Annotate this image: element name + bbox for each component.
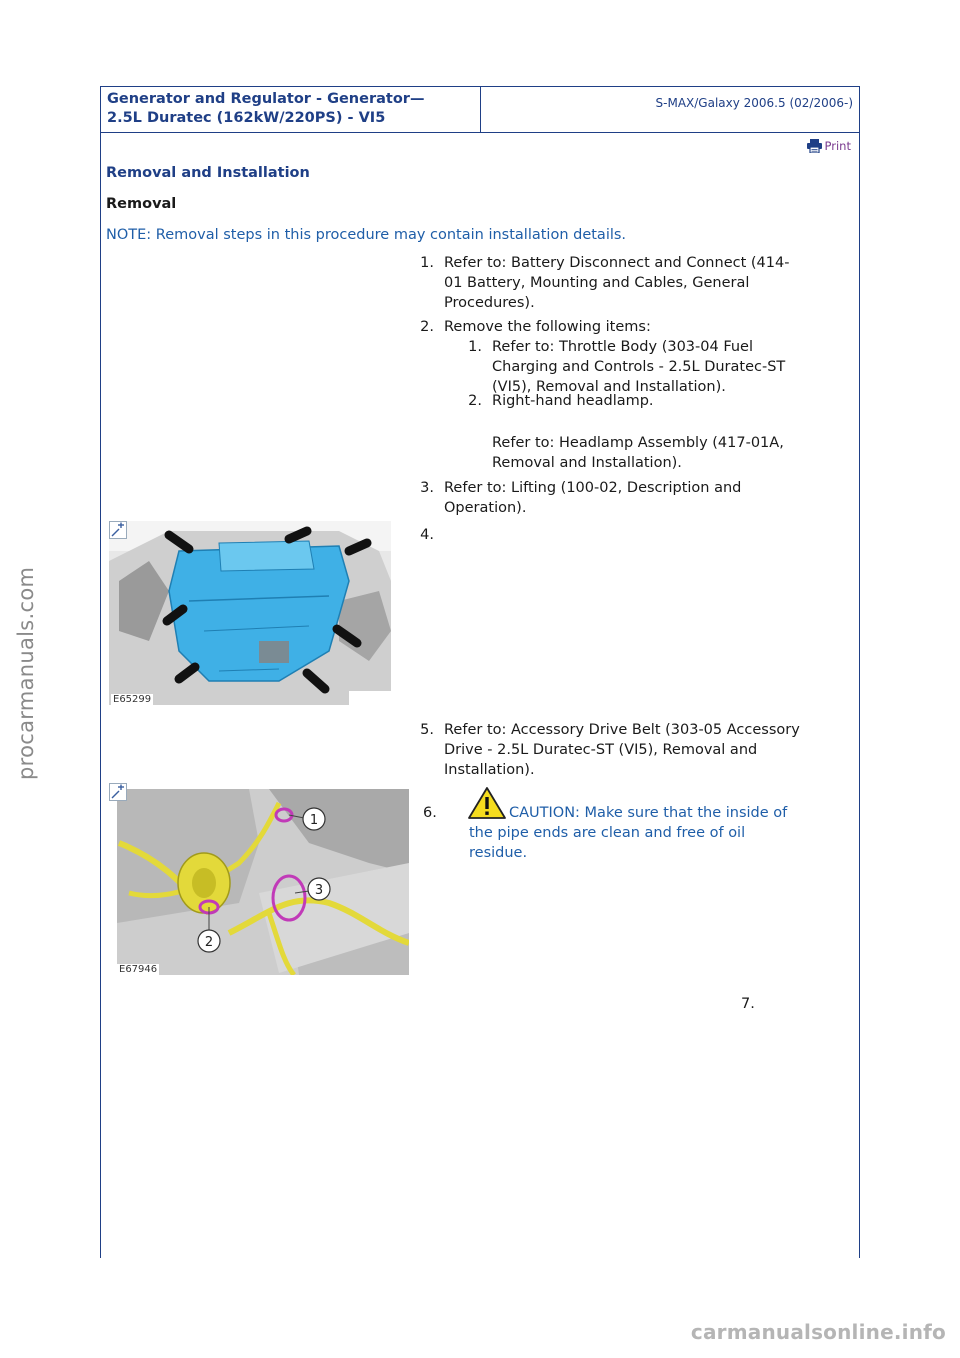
step-number: 1. [420, 255, 434, 271]
figure-undershield[interactable] [109, 521, 391, 705]
step-2-sub-2 [456, 391, 856, 471]
step-text-line: Refer to: Throttle Body (303-04 Fuel [492, 339, 754, 355]
figure-label: E67946 [119, 964, 158, 975]
step-4 [408, 525, 468, 545]
step-text-line: Operation). [444, 500, 527, 516]
step-text-line: Right-hand headlamp. [492, 393, 654, 409]
step-1 [408, 253, 858, 313]
step-text-line: Procedures). [444, 295, 535, 311]
header-title [101, 87, 481, 132]
caution-line: the pipe ends are clean and free of oil [469, 825, 746, 841]
warning-icon [467, 786, 507, 826]
note-text: NOTE: Removal steps in this procedure may contain installation details. [106, 227, 627, 243]
step-2 [408, 317, 858, 337]
header-title-line1: Generator and Regulator - Generator— [107, 91, 425, 107]
step-text-line: Refer to: Accessory Drive Belt (303-05 Accessory [444, 722, 800, 738]
header-title-line2: 2.5L Duratec (162kW/220PS) - VI5 [107, 110, 386, 126]
step-number: 2. [468, 393, 482, 409]
print-label: Print [824, 139, 851, 153]
step-3 [408, 478, 858, 518]
air-intake-illustration [109, 783, 409, 975]
undershield-illustration [109, 521, 391, 705]
step-number: 3. [420, 480, 434, 496]
step-2-sub-1 [456, 337, 856, 397]
section-subtitle: Removal [106, 196, 177, 212]
step-number: 4. [420, 527, 434, 543]
step-number: 1. [468, 339, 482, 355]
step-text-line: Remove the following items: [444, 319, 651, 335]
step-text-line: Removal and Installation). [492, 455, 682, 471]
figure-label: E65299 [113, 694, 152, 705]
print-button[interactable] [807, 139, 851, 153]
zoom-icon[interactable] [109, 783, 127, 801]
bottom-watermark: carmanualsonline.info [690, 1320, 946, 1344]
step-6 [423, 784, 853, 864]
figure-air-intake[interactable] [109, 783, 409, 975]
side-watermark: procarmanuals.com [14, 566, 38, 780]
step-number: 6. [423, 805, 437, 821]
page-header [101, 87, 859, 133]
caution-line: CAUTION: Make sure that the inside of [509, 805, 788, 821]
step-text-line: Charging and Controls - 2.5L Duratec-ST [492, 359, 786, 375]
section-title: Removal and Installation [106, 165, 310, 181]
callout-1: 1 [309, 813, 319, 828]
caution-line: residue. [469, 845, 528, 861]
step-number: 2. [420, 319, 434, 335]
step-text-line: Refer to: Lifting (100-02, Description and [444, 480, 742, 496]
step-text-line: Refer to: Headlamp Assembly (417-01A, [492, 435, 784, 451]
header-vehicle: S-MAX/Galaxy 2006.5 (02/2006-) [655, 96, 853, 110]
callout-3: 3 [314, 883, 324, 898]
document-frame [100, 86, 860, 1258]
step-5 [408, 720, 858, 780]
step-number: 5. [420, 722, 434, 738]
step-text-line: Drive - 2.5L Duratec-ST (VI5), Removal and [444, 742, 758, 758]
step-text-line: Installation). [444, 762, 535, 778]
callout-2: 2 [204, 935, 214, 950]
step-number: 7. [741, 996, 755, 1012]
step-7 [741, 994, 801, 1014]
step-text-line: Refer to: Battery Disconnect and Connect (414- [444, 255, 790, 271]
step-text-line: (VI5), Removal and Installation). [492, 379, 726, 395]
step-text-line: 01 Battery, Mounting and Cables, General [444, 275, 750, 291]
zoom-icon[interactable] [109, 521, 127, 539]
printer-icon [807, 139, 822, 153]
